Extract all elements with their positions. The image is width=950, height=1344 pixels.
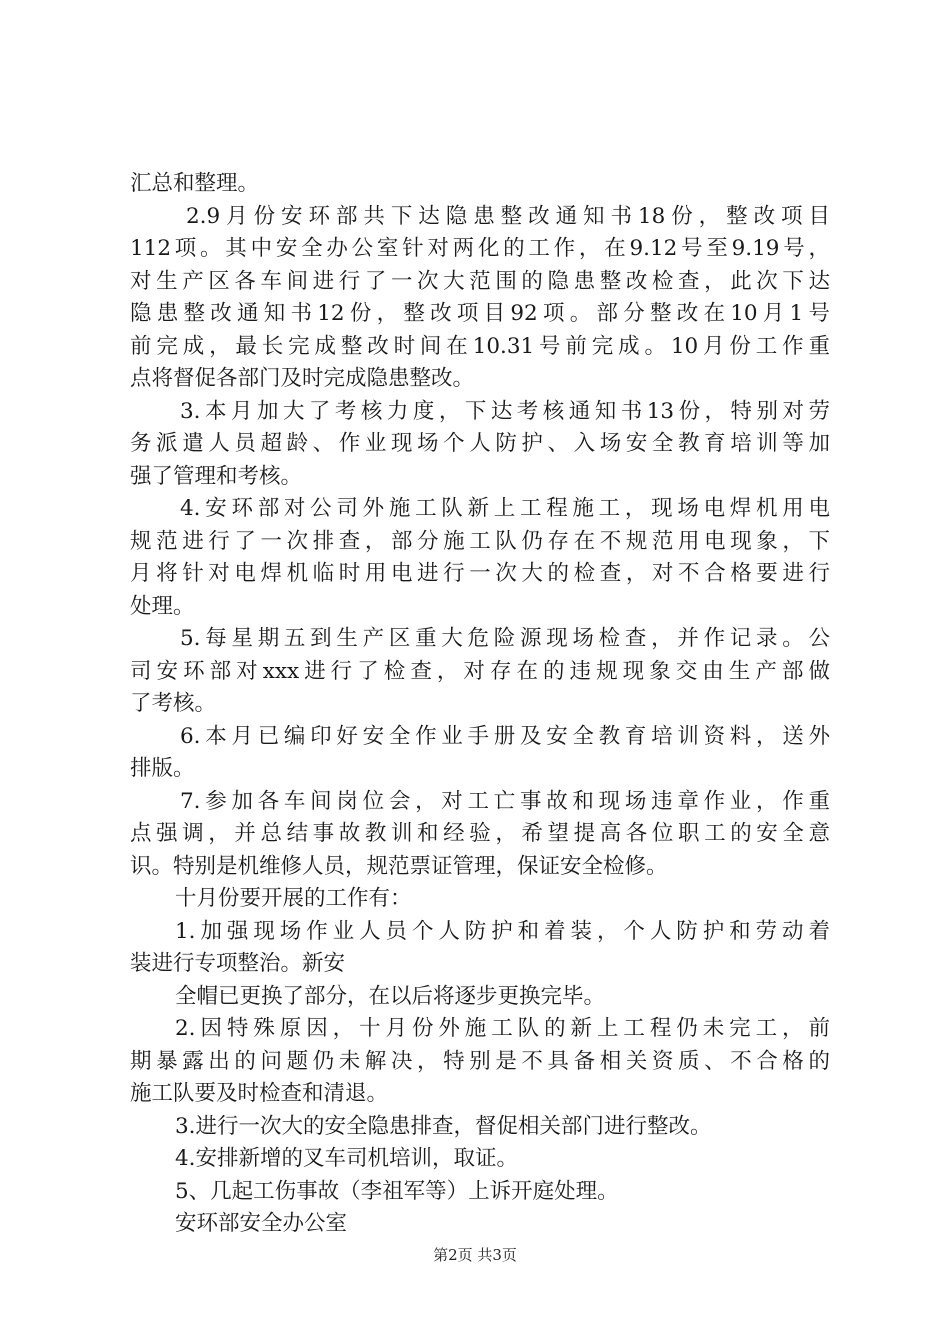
text-line: 隐患整改通知书12份，整改项目92项。部分整改在10月1号 [130, 301, 830, 326]
text-line: 112项。其中安全办公室针对两化的工作，在9.12号至9.19号， [130, 236, 830, 261]
signature-line: 安环部安全办公室 [175, 1211, 348, 1236]
text-line: 前完成，最长完成整改时间在10.31号前完成。10月份工作重 [130, 333, 830, 359]
text-line: 4.安环部对公司外施工队新上工程施工，现场电焊机用电 [180, 496, 830, 521]
text-line: 1.加强现场作业人员个人防护和着装，个人防护和劳动着 [175, 918, 830, 944]
text-line: 全帽已更换了部分，在以后将逐步更换完毕。 [175, 983, 606, 1009]
text-line: 点将督促各部门及时完成隐患整改。 [130, 366, 475, 391]
text-line: 月将针对电焊机临时用电进行一次大的检查，对不合格要进行 [130, 561, 830, 586]
text-line: 对生产区各车间进行了一次大范围的隐患整改检查，此次下达 [130, 268, 830, 294]
text-line: 汇总和整理。 [130, 171, 260, 196]
text-line: 务派遣人员超龄、作业现场个人防护、入场安全教育培训等加 [130, 431, 830, 456]
text-line: 3.本月加大了考核力度，下达考核通知书13份，特别对劳 [180, 398, 830, 424]
text-line: 点强调，并总结事故教训和经验，希望提高各位职工的安全意 [130, 821, 830, 846]
text-line: 3.进行一次大的安全隐患排查，督促相关部门进行整改。 [175, 1113, 712, 1139]
text-line: 装进行专项整治。新安 [130, 951, 346, 976]
text-line: 司安环部对xxx进行了检查，对存在的违规现象交由生产部做 [130, 658, 830, 684]
text-line: 识。特别是机维修人员，规范票证管理，保证安全检修。 [130, 853, 668, 879]
text-line: 规范进行了一次排查，部分施工队仍存在不规范用电现象，下 [130, 528, 830, 554]
text-line: 5.每星期五到生产区重大危险源现场检查，并作记录。公 [180, 626, 830, 651]
page-number: 第2页 共3页 [433, 1246, 517, 1264]
text-line: 2.9月份安环部共下达隐患整改通知书18份，整改项目 [186, 203, 830, 229]
text-line: 强了管理和考核。 [130, 463, 303, 489]
text-line: 4.安排新增的叉车司机培训，取证。 [175, 1146, 519, 1171]
text-line: 处理。 [130, 593, 195, 619]
page-footer [0, 1244, 950, 1265]
text-line: 7.参加各车间岗位会，对工亡事故和现场违章作业，作重 [180, 788, 830, 814]
text-line: 6.本月已编印好安全作业手册及安全教育培训资料，送外 [180, 723, 830, 749]
text-line: 了考核。 [130, 691, 217, 716]
text-line: 期暴露出的问题仍未解决，特别是不具备相关资质、不合格的 [130, 1048, 830, 1074]
text-line: 2.因特殊原因，十月份外施工队的新上工程仍未完工，前 [175, 1016, 830, 1041]
text-line: 施工队要及时检查和清退。 [130, 1081, 389, 1106]
body-text [130, 168, 830, 1241]
text-line: 排版。 [130, 756, 195, 781]
section-heading: 十月份要开展的工作有： [175, 886, 412, 911]
text-line: 5、几起工伤事故（李祖军等）上诉开庭处理。 [175, 1178, 619, 1204]
